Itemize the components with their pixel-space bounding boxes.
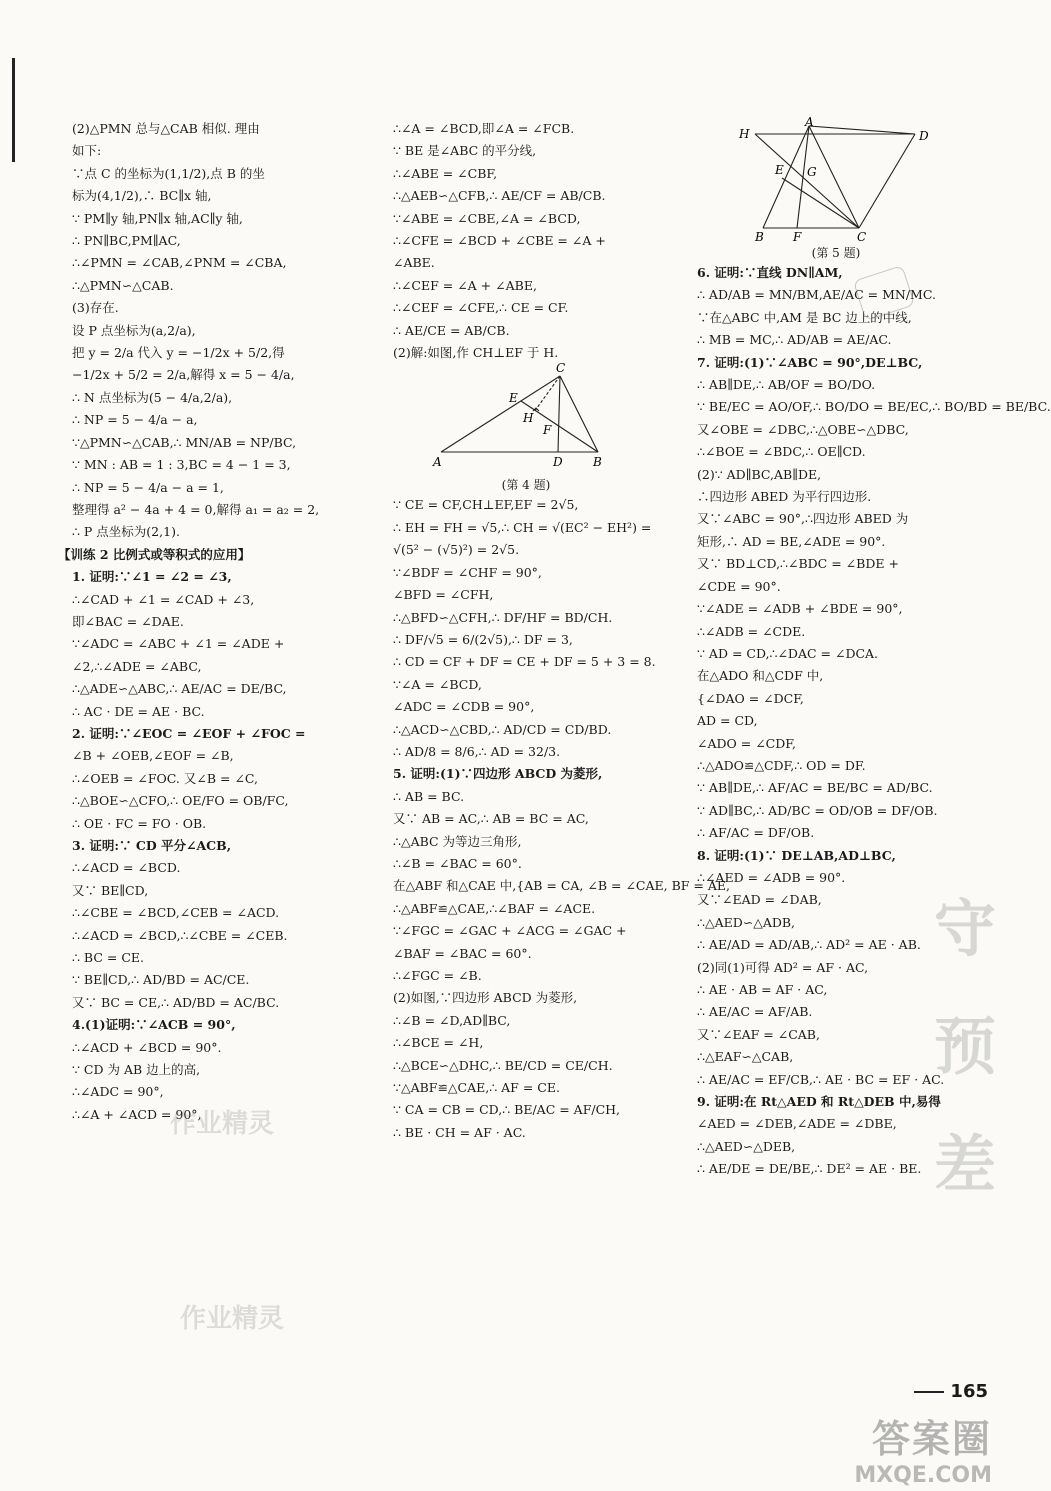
text-line: ∵∠ADE = ∠ADB + ∠BDE = 90°,	[697, 601, 903, 617]
text-line: ∴△ADE∽△ABC,∴ AE/AC = DE/BC,	[72, 681, 287, 697]
text-line: ∵ AB∥DE,∴ AF/AC = BE/BC = AD/BC.	[697, 780, 933, 796]
bottom-watermark-url: MXQE.COM	[854, 1463, 992, 1488]
text-line: ∴∠CEF = ∠A + ∠ABE,	[393, 277, 537, 293]
text-line: AD = CD,	[697, 713, 758, 729]
text-line: (2)解:如图,作 CH⊥EF 于 H.	[393, 345, 559, 361]
text-line: ∠ADO = ∠CDF,	[697, 735, 796, 751]
column-middle-part-2	[393, 494, 730, 1144]
text-line: ∴△ACD∽△CBD,∴ AD/CD = CD/BD.	[393, 721, 612, 737]
text-line: ∠BFD = ∠CFH,	[393, 587, 494, 603]
text-line: ∴△ABF≌△CAE,∴∠BAF = ∠ACE.	[393, 900, 596, 916]
text-line: ∴ AF/AC = DF/OB.	[697, 825, 815, 841]
text-line: ∵在△ABC 中,AM 是 BC 边上的中线,	[697, 309, 912, 325]
text-line: 又∠OBE = ∠DBC,∴△OBE∽△DBC,	[697, 421, 909, 437]
text-line: 7. 证明:(1)∵∠ABC = 90°,DE⊥BC,	[697, 354, 923, 370]
figure-5-diagram	[697, 116, 975, 244]
text-line: 把 y = 2/a 代入 y = −1/2x + 5/2,得	[72, 345, 285, 361]
text-line: ∠ADC = ∠CDB = 90°,	[393, 699, 535, 715]
fig5-label-e: E	[775, 163, 784, 177]
fig5-label-g: G	[807, 165, 817, 179]
text-line: 1. 证明:∵∠1 = ∠2 = ∠3,	[72, 569, 232, 585]
text-line: ∴∠FGC = ∠B.	[393, 968, 482, 983]
text-line: ∵ CE = CF,CH⊥EF,EF = 2√5,	[393, 497, 579, 513]
text-line: ∴△BFD∽△CFH,∴ DF/HF = BD/CH.	[393, 609, 613, 625]
text-line: 又∵ BE∥CD,	[72, 882, 149, 898]
text-line: ∴△ABC 为等边三角形,	[393, 833, 522, 849]
text-line: ∴∠ADB = ∠CDE.	[697, 623, 806, 639]
text-line: ∵ CD 为 AB 边上的高,	[72, 1062, 201, 1078]
text-line: ∵∠BDF = ∠CHF = 90°,	[393, 564, 542, 580]
text-line: (3)存在.	[72, 300, 119, 316]
text-line: ∴△BOE∽△CFO,∴ OE/FO = OB/FC,	[72, 793, 289, 809]
figure-4-caption: (第 4 题)	[501, 478, 551, 493]
text-line: 2. 证明:∵∠EOC = ∠EOF + ∠FOC =	[72, 725, 306, 741]
text-line: ∴∠CBE = ∠BCD,∠CEB = ∠ACD.	[72, 905, 280, 921]
figure-5-caption: (第 5 题)	[811, 246, 861, 260]
text-line: ∴ EH = FH = √5,∴ CH = √(EC² − EH²) =	[393, 519, 652, 535]
text-line: ∴△ADO≌△CDF,∴ OD = DF.	[697, 757, 866, 773]
fig5-label-h: H	[739, 127, 750, 141]
text-line: ∴△AED∽△DEB,	[697, 1138, 796, 1154]
text-line: 3. 证明:∵ CD 平分∠ACB,	[72, 838, 232, 853]
text-line: ∴∠ACD + ∠BCD = 90°.	[72, 1039, 222, 1055]
side-watermark-char-2: 预	[933, 1010, 996, 1083]
figure-4-diagram	[393, 361, 659, 476]
faint-watermark-2: 作业精灵	[180, 1304, 285, 1334]
text-line: ∴∠ADC = 90°,	[72, 1084, 164, 1100]
text-line: 【训练 2 比例式或等积式的应用】	[58, 546, 251, 562]
bottom-watermark	[854, 1408, 992, 1488]
text-line: ∵∠ABE = ∠CBE,∠A = ∠BCD,	[393, 210, 581, 226]
fig5-label-a: A	[805, 115, 814, 129]
text-line: ∴ NP = 5 − 4/a − a,	[72, 412, 198, 428]
text-line: ∴四边形 ABED 为平行四边形.	[697, 489, 872, 505]
text-line: ∴ BE · CH = AF · AC.	[393, 1124, 526, 1140]
text-line: (2)如图,∵四边形 ABCD 为菱形,	[393, 990, 578, 1006]
text-line: ∴∠CFE = ∠BCD + ∠CBE = ∠A +	[393, 233, 606, 249]
fig4-label-e: E	[509, 391, 518, 406]
page-number-dash	[914, 1391, 944, 1393]
text-line: 即∠BAC = ∠DAE.	[72, 613, 184, 629]
fig4-label-b: B	[593, 455, 602, 470]
text-line: ∴ MB = MC,∴ AD/AB = AE/AC.	[697, 332, 892, 348]
text-line: ∴∠CEF = ∠CFE,∴ CE = CF.	[393, 300, 569, 316]
text-line: ∴△AED∽△ADB,	[697, 914, 796, 930]
text-line: ∴ AE · AB = AF · AC,	[697, 982, 828, 997]
text-line: ∴ AD/8 = 8/6,∴ AD = 32/3.	[393, 743, 561, 759]
text-line: ∴∠OEB = ∠FOC. 又∠B = ∠C,	[72, 770, 259, 786]
text-line: 在△ABF 和△CAE 中,{AB = CA, ∠B = ∠CAE, BF = AE,	[393, 878, 730, 894]
text-line: 矩形,∴ AD = BE,∠ADE = 90°.	[697, 533, 886, 549]
text-line: ∵ AD = CD,∴∠DAC = ∠DCA.	[697, 645, 879, 661]
text-line: 5. 证明:(1)∵四边形 ABCD 为菱形,	[393, 766, 603, 782]
text-line: ∴∠BOE = ∠BDC,∴ OE∥CD.	[697, 444, 866, 460]
text-line: 整理得 a² − 4a + 4 = 0,解得 a₁ = a₂ = 2,	[72, 501, 320, 517]
text-line: ∴∠B = ∠D,AD∥BC,	[393, 1012, 511, 1028]
text-line: ∵ BE 是∠ABC 的平分线,	[393, 143, 537, 159]
text-line: ∵ BE∥CD,∴ AD/BD = AC/CE.	[72, 972, 250, 988]
text-line: 8. 证明:(1)∵ DE⊥AB,AD⊥BC,	[697, 847, 896, 863]
text-line: ∴ AE/AC = EF/CB,∴ AE · BC = EF · AC.	[697, 1071, 945, 1087]
figure-4	[393, 361, 659, 494]
text-line: 又∵∠EAD = ∠DAB,	[697, 892, 822, 908]
text-line: ∴ AB∥DE,∴ AB/OF = BO/DO.	[697, 377, 876, 393]
text-line: 又∵ BC = CE,∴ AD/BD = AC/BC.	[72, 994, 280, 1010]
text-line: ∴∠A = ∠BCD,即∠A = ∠FCB.	[393, 121, 575, 136]
text-line: ∴ OE · FC = FO · OB.	[72, 815, 207, 831]
text-line: ∠AED = ∠DEB,∠ADE = ∠DBE,	[697, 1116, 897, 1132]
fig4-label-a: A	[433, 455, 442, 470]
text-line: ∴ AD/AB = MN/BM,AE/AC = MN/MC.	[697, 287, 936, 303]
column-left	[58, 118, 334, 1126]
text-line: ∵ PM∥y 轴,PN∥x 轴,AC∥y 轴,	[72, 210, 243, 226]
text-line: ∴∠ACD = ∠BCD,∴∠CBE = ∠CEB.	[72, 927, 288, 943]
text-line: ∠2,∴∠ADE = ∠ABC,	[72, 658, 202, 674]
text-line: (2)△PMN 总与△CAB 相似. 理由	[72, 121, 260, 136]
text-line: ∴ BC = CE.	[72, 950, 144, 966]
text-line: ∴ AE/DE = DE/BE,∴ DE² = AE · BE.	[697, 1161, 922, 1177]
text-line: (2)同(1)可得 AD² = AF · AC,	[697, 959, 869, 975]
text-line: ∴∠CAD + ∠1 = ∠CAD + ∠3,	[72, 591, 255, 607]
text-line: ∵点 C 的坐标为(1,1/2),点 B 的坐	[72, 165, 265, 181]
text-line: ∴ N 点坐标为(5 − 4/a,2/a),	[72, 389, 233, 405]
text-line: 6. 证明:∵直线 DN∥AM,	[697, 265, 843, 280]
text-line: ∵△PMN∽△CAB,∴ MN/AB = NP/BC,	[72, 434, 297, 450]
text-line: ∴∠ACD = ∠BCD.	[72, 860, 181, 876]
fig4-label-h: H	[523, 411, 534, 426]
text-line: ∴∠A + ∠ACD = 90°,	[72, 1106, 202, 1122]
text-line: 标为(4,1/2),∴ BC∥x 轴,	[72, 188, 212, 204]
text-line: 又∵ BD⊥CD,∴∠BDC = ∠BDE +	[697, 556, 899, 572]
side-watermark-char-3: 差	[933, 1128, 996, 1201]
fig5-label-f: F	[793, 230, 802, 244]
column-middle	[393, 118, 730, 1144]
text-line: ∴ AC · DE = AE · BC.	[72, 703, 205, 719]
figure-5	[697, 116, 975, 262]
text-line: ∴∠PMN = ∠CAB,∠PNM = ∠CBA,	[72, 255, 287, 271]
side-watermark	[930, 870, 1000, 1224]
text-line: ∴ CD = CF + DF = CE + DF = 5 + 3 = 8.	[393, 654, 656, 670]
text-line: ∴ DF/√5 = 6/(2√5),∴ DF = 3,	[393, 631, 573, 647]
text-line: ∴ AE/AC = AF/AB.	[697, 1004, 813, 1020]
text-line: 设 P 点坐标为(a,2/a),	[72, 322, 196, 338]
faint-watermark-1: 作业精灵	[170, 1109, 275, 1139]
text-line: ∴△PMN∽△CAB.	[72, 277, 174, 293]
fig4-label-f: F	[543, 423, 552, 438]
binding-mark	[12, 58, 15, 162]
text-line: ∠BAF = ∠BAC = 60°.	[393, 945, 532, 961]
column-middle-part-1	[393, 118, 659, 364]
text-line: ∵∠A = ∠BCD,	[393, 676, 482, 692]
text-line: ∴ AB = BC.	[393, 788, 465, 804]
text-line: ∵ MN : AB = 1 : 3,BC = 4 − 1 = 3,	[72, 457, 291, 473]
text-line: 又∵∠ABC = 90°,∴四边形 ABED 为	[697, 511, 909, 527]
text-line: ∴ NP = 5 − 4/a − a = 1,	[72, 479, 224, 495]
side-watermark-char-1: 守	[933, 892, 996, 965]
text-line: ∴∠AED = ∠ADB = 90°.	[697, 869, 846, 885]
text-line: √(5² − (√5)²) = 2√5.	[393, 542, 520, 558]
text-line: −1/2x + 5/2 = 2/a,解得 x = 5 − 4/a,	[72, 367, 295, 383]
text-line: ∵ CA = CB = CD,∴ BE/AC = AF/CH,	[393, 1102, 621, 1118]
fig4-label-d: D	[553, 455, 563, 470]
text-line: {∠DAO = ∠DCF,	[697, 690, 804, 706]
text-line: ∴∠ABE = ∠CBF,	[393, 165, 498, 181]
text-line: ∴△BCE∽△DHC,∴ BE/CD = CE/CH.	[393, 1057, 613, 1073]
fig5-label-b: B	[755, 230, 764, 244]
text-line: (2)∵ AD∥BC,AB∥DE,	[697, 466, 822, 482]
page-number-value: 165	[950, 1381, 988, 1402]
text-line: ∴ PN∥BC,PM∥AC,	[72, 233, 181, 249]
text-line: ∠CDE = 90°.	[697, 578, 781, 594]
text-line: ∴∠B = ∠BAC = 60°.	[393, 855, 522, 871]
text-line: ∠ABE.	[393, 255, 435, 271]
text-line: 4.(1)证明:∵∠ACB = 90°,	[72, 1017, 236, 1033]
text-line: 如下:	[72, 143, 102, 159]
page-number	[914, 1381, 988, 1402]
fig5-label-d: D	[919, 129, 929, 143]
text-line: ∵∠ADC = ∠ABC + ∠1 = ∠ADE +	[72, 636, 285, 652]
text-line: ∴△EAF∽△CAB,	[697, 1049, 794, 1065]
text-line: 9. 证明:在 Rt△AED 和 Rt△DEB 中,易得	[697, 1094, 941, 1110]
bottom-watermark-title: 答案圈	[871, 1417, 992, 1461]
text-line: 又∵ AB = AC,∴ AB = BC = AC,	[393, 811, 589, 827]
text-line: 又∵∠EAF = ∠CAB,	[697, 1026, 820, 1042]
fig5-label-c: C	[857, 230, 867, 244]
text-line: ∴ P 点坐标为(2,1).	[72, 524, 180, 540]
text-line: ∵ BE/EC = AO/OF,∴ BO/DO = BE/EC,∴ BO/BD = BE/BC.	[697, 399, 1051, 415]
text-line: ∠B + ∠OEB,∠EOF = ∠B,	[72, 748, 234, 764]
text-line: ∴△AEB∽△CFB,∴ AE/CF = AB/CB.	[393, 188, 606, 204]
text-line: ∴ AE/AD = AD/AB,∴ AD² = AE · AB.	[697, 937, 921, 953]
text-line: ∵△ABF≌△CAE,∴ AF = CE.	[393, 1080, 560, 1096]
text-line: ∵ AD∥BC,∴ AD/BC = OD/OB = DF/OB.	[697, 802, 938, 818]
text-line: ∴ AE/CE = AB/CB.	[393, 322, 510, 338]
text-line: 在△ADO 和△CDF 中,	[697, 668, 824, 684]
text-line: ∵∠FGC = ∠GAC + ∠ACG = ∠GAC +	[393, 923, 627, 939]
text-line: ∴∠BCE = ∠H,	[393, 1035, 484, 1051]
fig4-label-c: C	[556, 361, 566, 376]
